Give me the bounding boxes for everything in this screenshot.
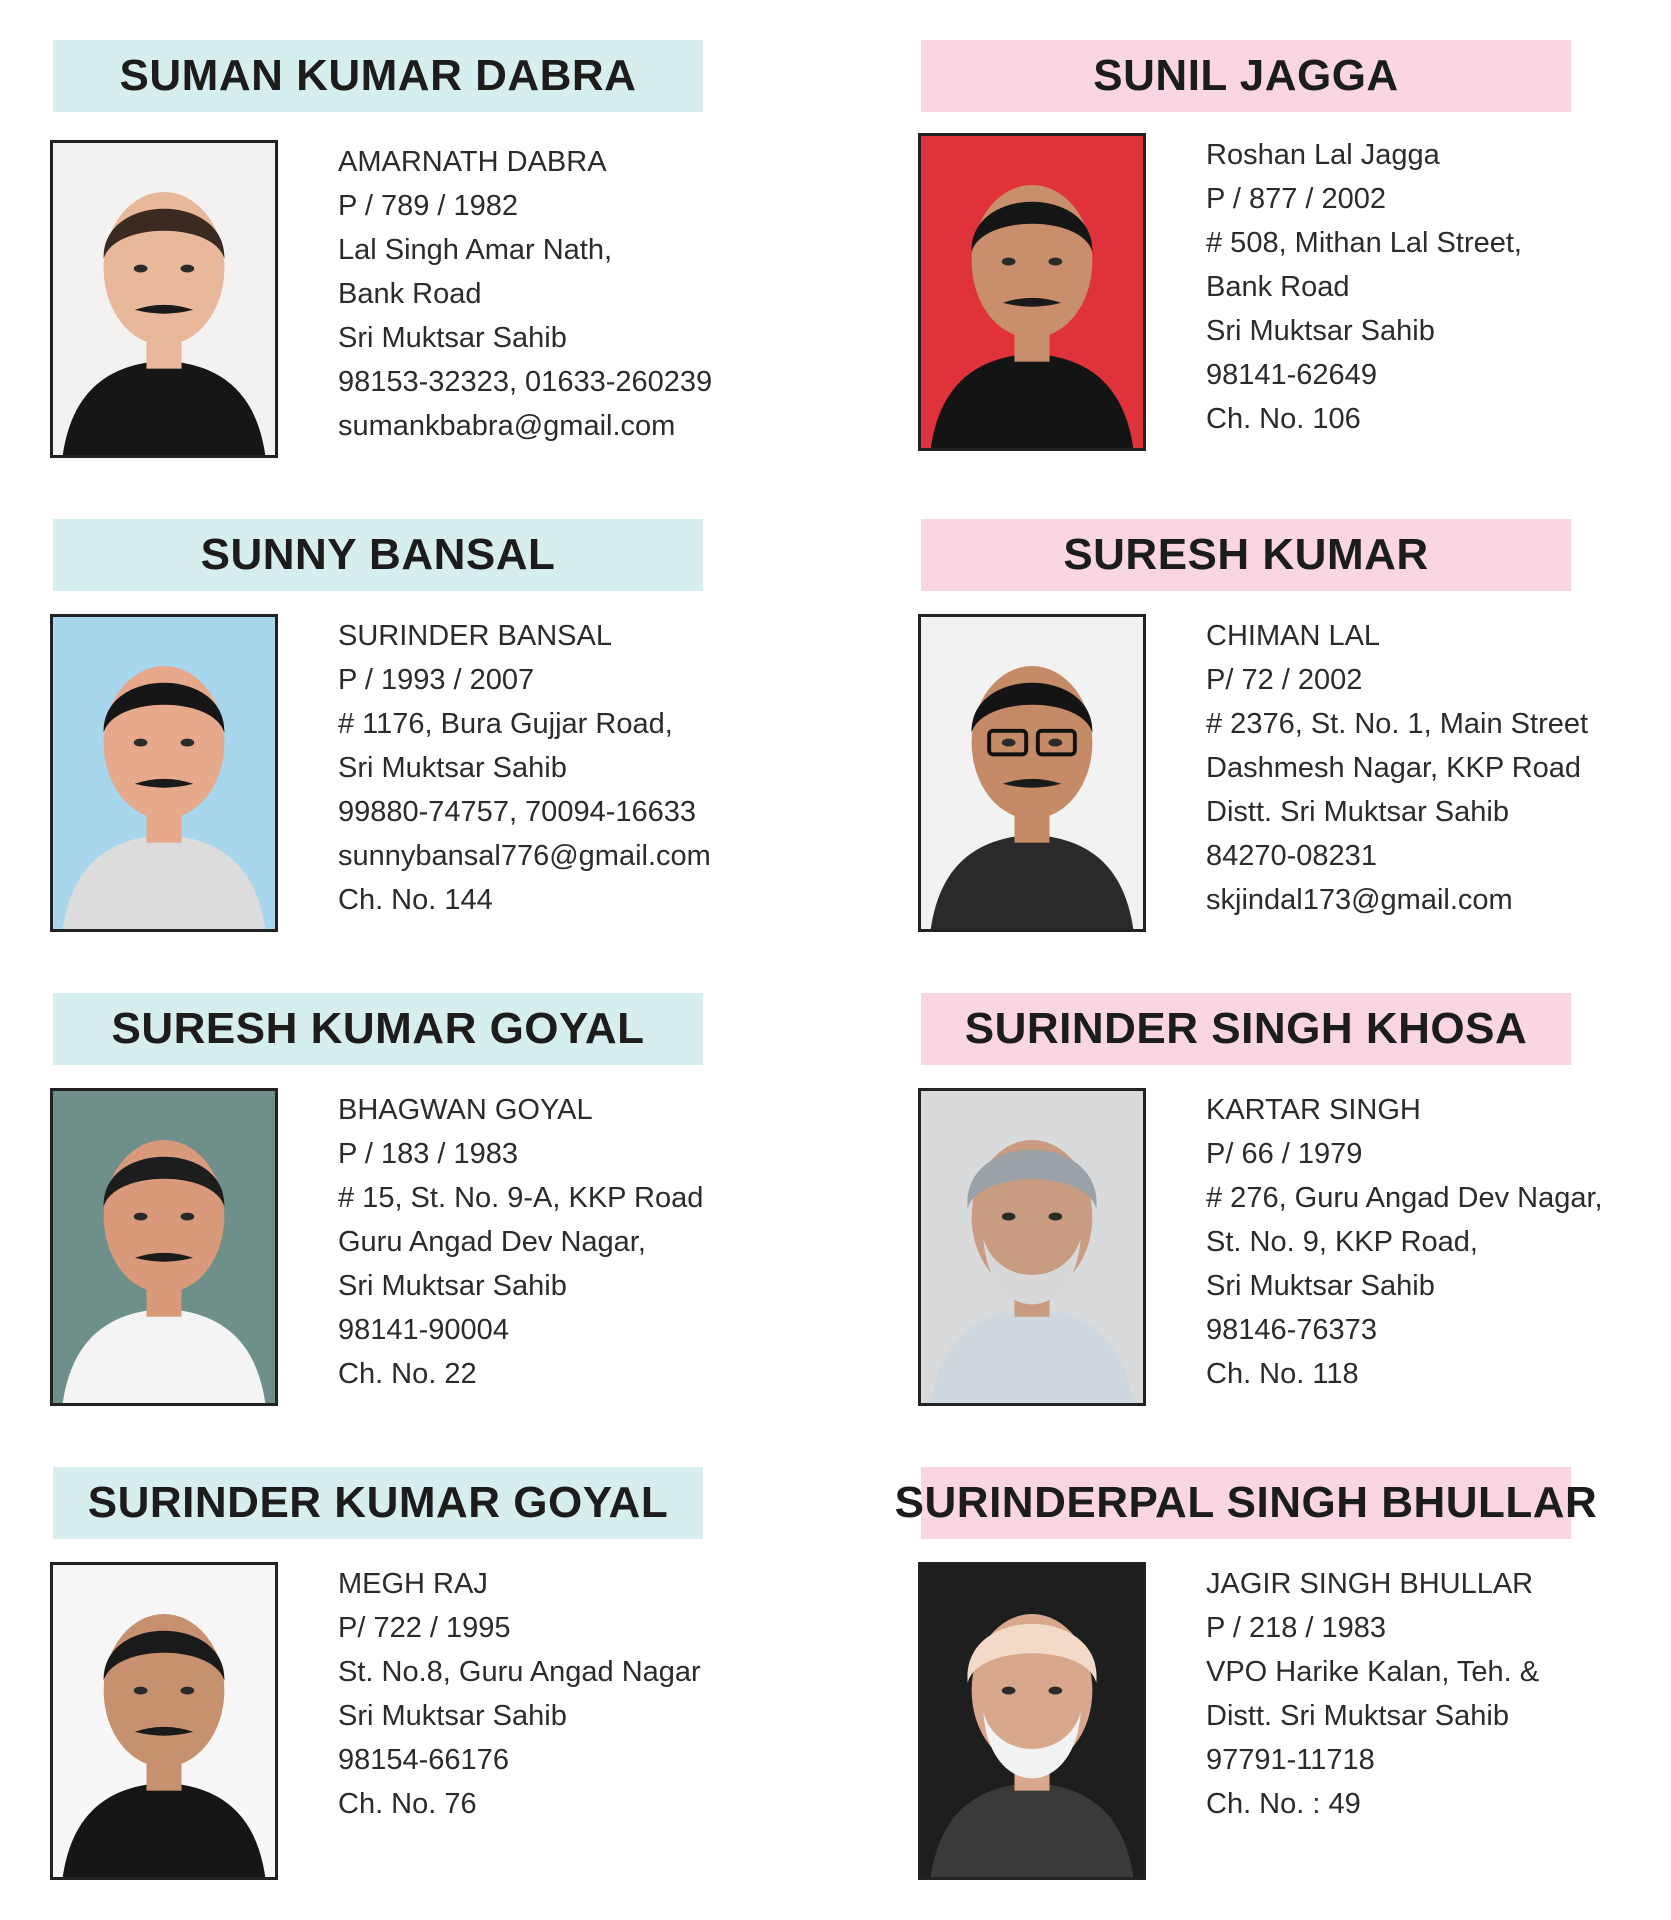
eye-shape: [1002, 258, 1016, 266]
chamber-number: Ch. No. 144: [338, 884, 493, 916]
address-line: Sri Muktsar Sahib: [1206, 315, 1435, 347]
chamber-number: Ch. No. 22: [338, 1358, 477, 1390]
email-address: sunnybansal776@gmail.com: [338, 840, 711, 872]
registration-number: P/ 66 / 1979: [1206, 1138, 1363, 1170]
member-name: SUNIL JAGGA: [921, 40, 1571, 112]
eye-shape: [1002, 739, 1016, 747]
address-line: Sri Muktsar Sahib: [338, 752, 567, 784]
eye-shape: [1002, 1687, 1016, 1695]
address-line: VPO Harike Kalan, Teh. &: [1206, 1656, 1540, 1688]
eye-shape: [134, 265, 148, 273]
phone-numbers: 98146-76373: [1206, 1314, 1377, 1346]
portrait-photo-icon: [921, 1565, 1143, 1877]
email-address: skjindal173@gmail.com: [1206, 884, 1513, 916]
address-line: # 508, Mithan Lal Street,: [1206, 227, 1522, 259]
member-photo: [50, 140, 278, 458]
address-line: Bank Road: [1206, 271, 1350, 303]
chamber-number: Ch. No. : 49: [1206, 1788, 1361, 1820]
portrait-photo-icon: [921, 617, 1143, 929]
eye-shape: [181, 1213, 195, 1221]
member-card: [921, 519, 1621, 959]
address-line: Sri Muktsar Sahib: [338, 1270, 567, 1302]
registration-number: P / 1993 / 2007: [338, 664, 535, 696]
portrait-photo-icon: [53, 143, 275, 455]
member-details: [338, 614, 758, 922]
member-photo: [918, 133, 1146, 451]
father-name: SURINDER BANSAL: [338, 620, 612, 652]
member-photo: [50, 1088, 278, 1406]
eye-shape: [1049, 258, 1063, 266]
phone-numbers: 98153-32323, 01633-260239: [338, 366, 713, 398]
address-line: Lal Singh Amar Nath,: [338, 234, 613, 266]
phone-numbers: 97791-11718: [1206, 1744, 1375, 1776]
chamber-number: Ch. No. 118: [1206, 1358, 1359, 1390]
eye-shape: [181, 1687, 195, 1695]
portrait-photo-icon: [53, 617, 275, 929]
father-name: CHIMAN LAL: [1206, 620, 1381, 652]
address-line: Sri Muktsar Sahib: [338, 1700, 567, 1732]
registration-number: P / 877 / 2002: [1206, 183, 1387, 215]
eye-shape: [1049, 1687, 1063, 1695]
member-photo: [50, 1562, 278, 1880]
phone-numbers: 99880-74757, 70094-16633: [338, 796, 696, 828]
address-line: St. No. 9, KKP Road,: [1206, 1226, 1478, 1258]
chamber-number: Ch. No. 76: [338, 1788, 477, 1820]
member-card: [921, 993, 1621, 1433]
father-name: AMARNATH DABRA: [338, 146, 607, 178]
eye-shape: [181, 265, 195, 273]
portrait-photo-icon: [921, 1091, 1143, 1403]
address-line: # 15, St. No. 9-A, KKP Road: [338, 1182, 704, 1214]
phone-numbers: 98154-66176: [338, 1744, 509, 1776]
address-line: # 2376, St. No. 1, Main Street: [1206, 708, 1589, 740]
member-card: [53, 40, 753, 480]
eye-shape: [181, 739, 195, 747]
father-name: MEGH RAJ: [338, 1568, 488, 1600]
father-name: Roshan Lal Jagga: [1206, 139, 1440, 171]
eye-shape: [1049, 739, 1063, 747]
member-name: SURINDER KUMAR GOYAL: [53, 1467, 703, 1539]
member-photo: [918, 614, 1146, 932]
phone-numbers: 98141-90004: [338, 1314, 509, 1346]
member-photo: [918, 1088, 1146, 1406]
portrait-photo-icon: [921, 136, 1143, 448]
member-details: [338, 1088, 758, 1396]
father-name: BHAGWAN GOYAL: [338, 1094, 593, 1126]
email-address: sumankbabra@gmail.com: [338, 410, 676, 442]
address-line: Guru Angad Dev Nagar,: [338, 1226, 646, 1258]
registration-number: P / 789 / 1982: [338, 190, 519, 222]
member-card: [921, 40, 1621, 480]
phone-numbers: 98141-62649: [1206, 359, 1377, 391]
address-line: # 1176, Bura Gujjar Road,: [338, 708, 673, 740]
member-photo: [918, 1562, 1146, 1880]
member-details: [338, 1562, 758, 1826]
eye-shape: [134, 1687, 148, 1695]
father-name: KARTAR SINGH: [1206, 1094, 1421, 1126]
member-details: [1206, 133, 1626, 441]
member-name: SUMAN KUMAR DABRA: [53, 40, 703, 112]
eye-shape: [134, 1213, 148, 1221]
member-name: SUNNY BANSAL: [53, 519, 703, 591]
member-details: [338, 140, 758, 448]
eye-shape: [134, 739, 148, 747]
member-card: [53, 519, 753, 959]
portrait-photo-icon: [53, 1565, 275, 1877]
member-card: [53, 993, 753, 1433]
address-line: Sri Muktsar Sahib: [1206, 1270, 1435, 1302]
phone-numbers: 84270-08231: [1206, 840, 1377, 872]
member-name: SURINDER SINGH KHOSA: [921, 993, 1571, 1065]
address-line: Distt. Sri Muktsar Sahib: [1206, 796, 1509, 828]
portrait-photo-icon: [53, 1091, 275, 1403]
member-card: [53, 1467, 753, 1907]
address-line: St. No.8, Guru Angad Nagar: [338, 1656, 701, 1688]
eye-shape: [1049, 1213, 1063, 1221]
address-line: Sri Muktsar Sahib: [338, 322, 567, 354]
member-name: SURESH KUMAR: [921, 519, 1571, 591]
member-name: SURESH KUMAR GOYAL: [53, 993, 703, 1065]
member-photo: [50, 614, 278, 932]
address-line: Bank Road: [338, 278, 482, 310]
registration-number: P / 218 / 1983: [1206, 1612, 1387, 1644]
chamber-number: Ch. No. 106: [1206, 403, 1361, 435]
address-line: Dashmesh Nagar, KKP Road: [1206, 752, 1582, 784]
member-card: [894, 1467, 1621, 1907]
member-details: [1206, 614, 1626, 922]
address-line: # 276, Guru Angad Dev Nagar,: [1206, 1182, 1603, 1214]
registration-number: P / 183 / 1983: [338, 1138, 519, 1170]
registration-number: P/ 722 / 1995: [338, 1612, 511, 1644]
address-line: Distt. Sri Muktsar Sahib: [1206, 1700, 1509, 1732]
member-details: [1206, 1562, 1626, 1826]
member-details: [1206, 1088, 1626, 1396]
father-name: JAGIR SINGH BHULLAR: [1206, 1568, 1534, 1600]
eye-shape: [1002, 1213, 1016, 1221]
member-name: SURINDERPAL SINGH BHULLAR: [921, 1467, 1571, 1539]
registration-number: P/ 72 / 2002: [1206, 664, 1363, 696]
